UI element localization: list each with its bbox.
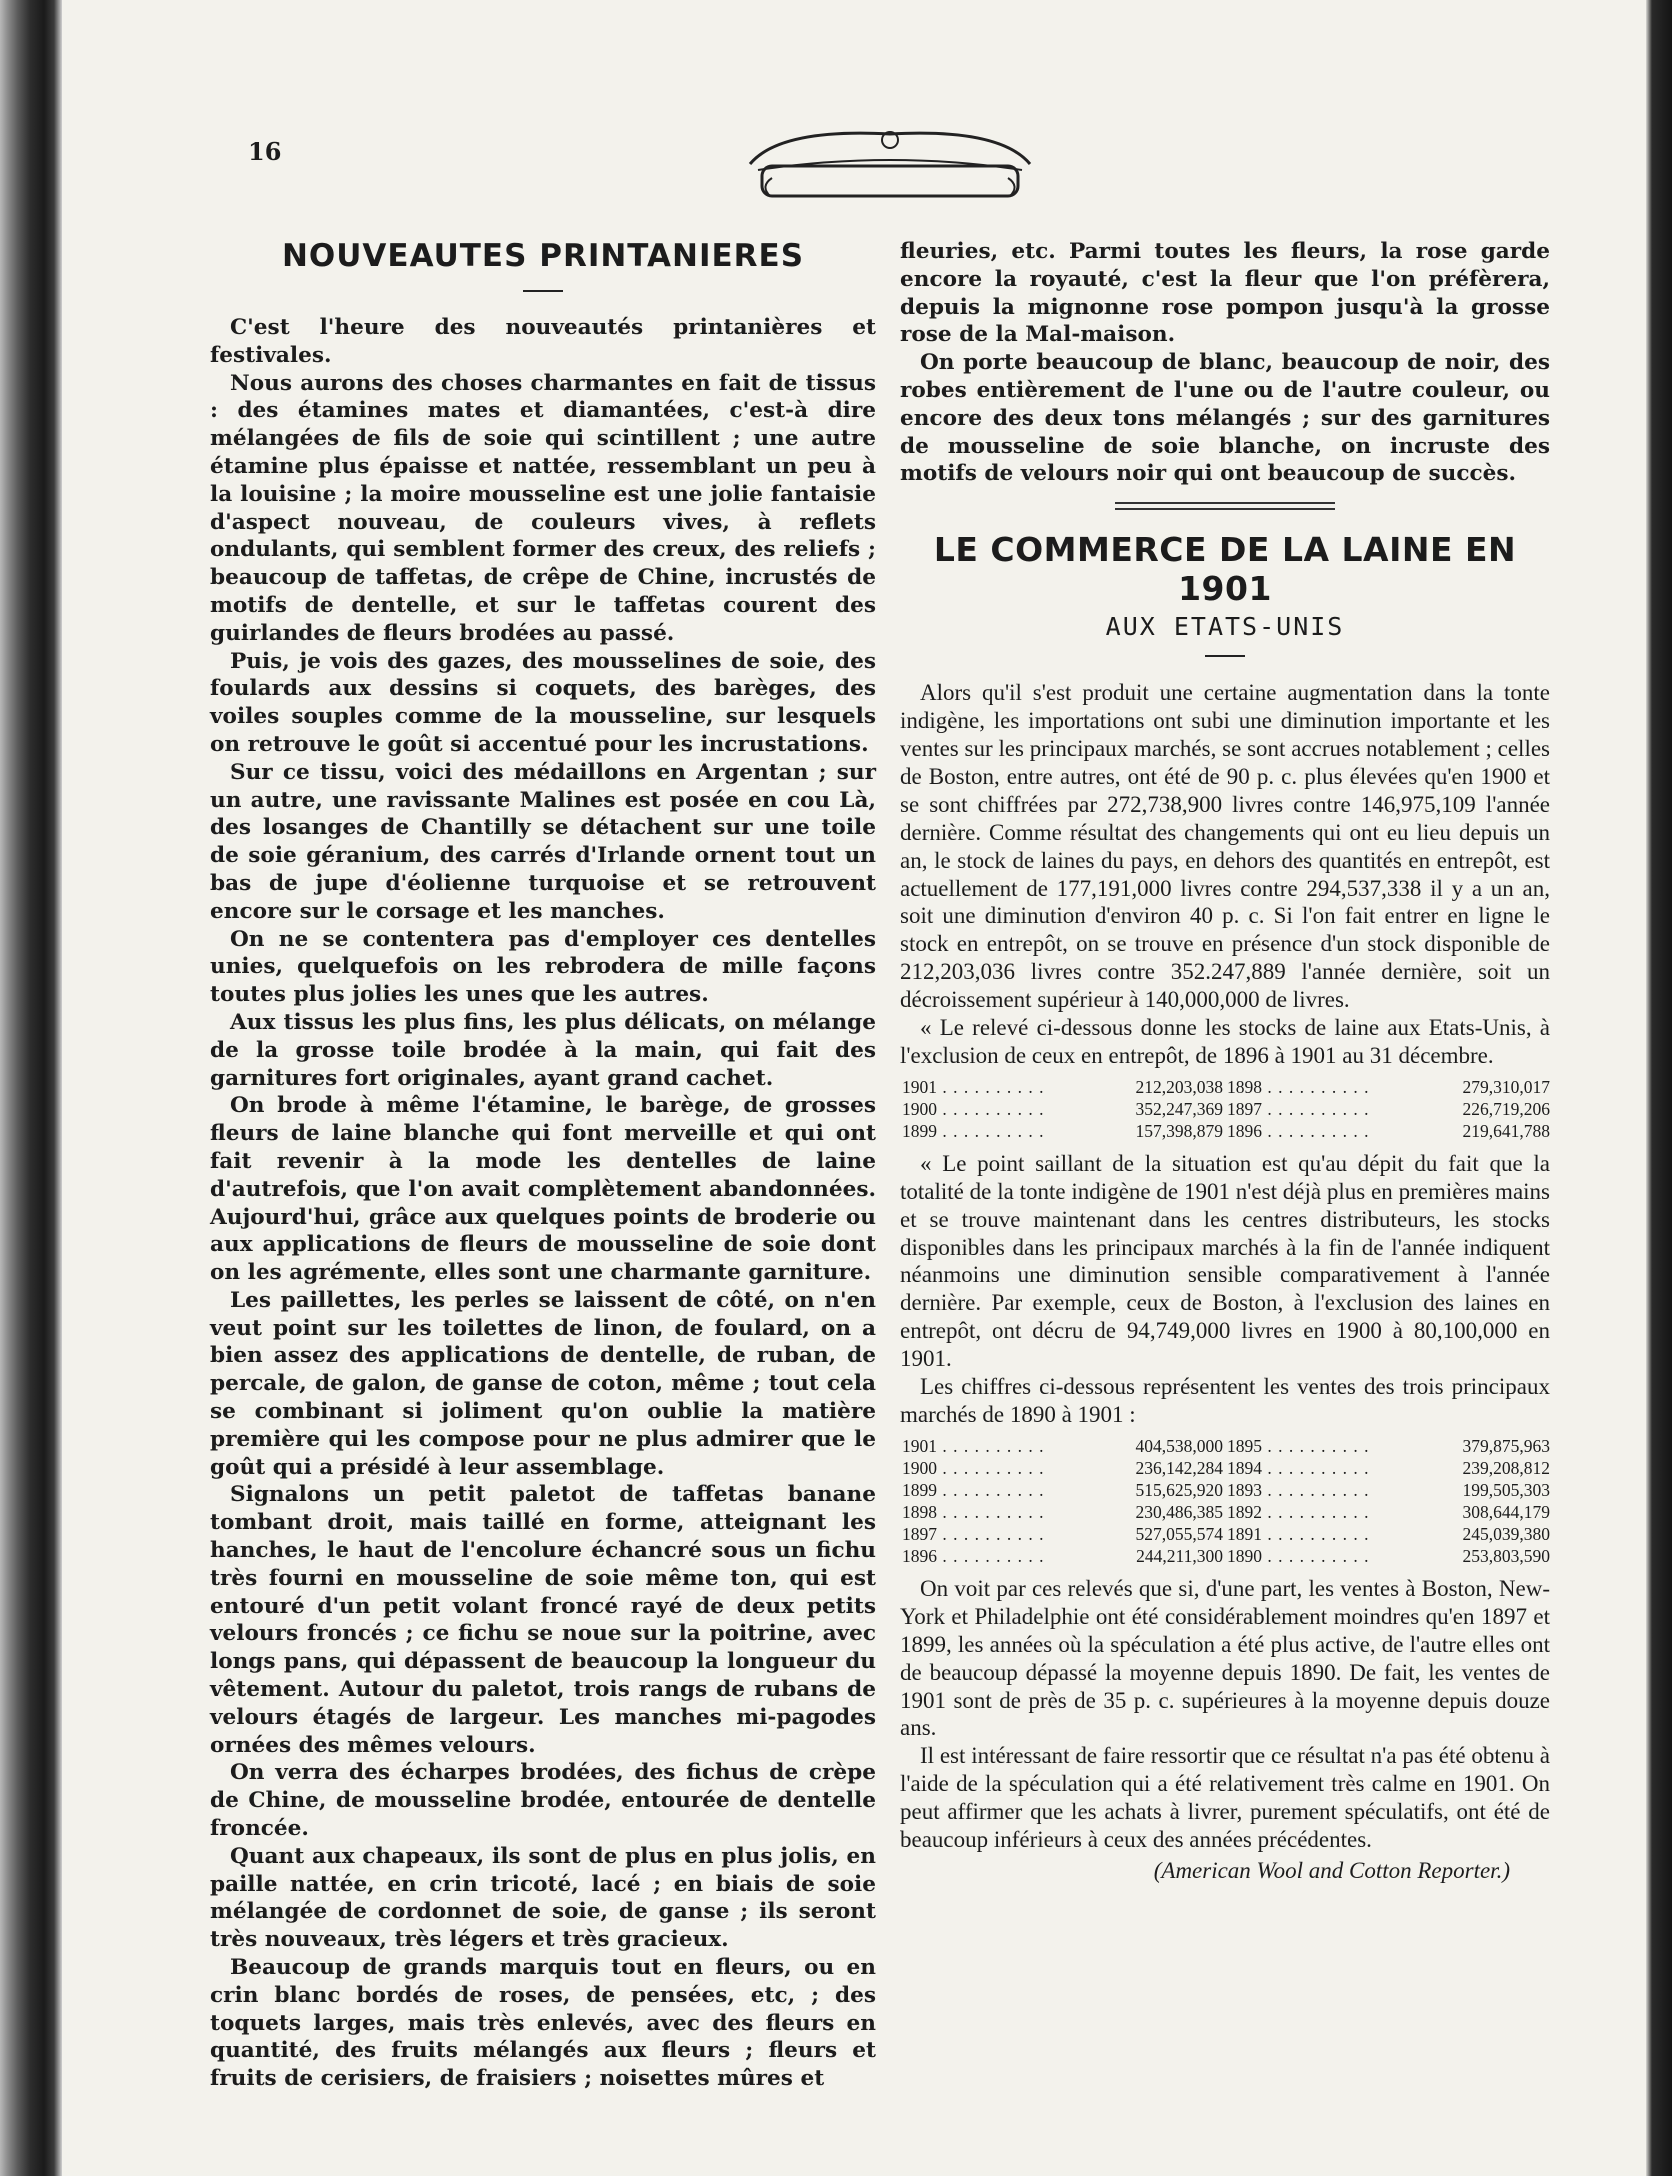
table-cell: 253,803,590 bbox=[1462, 1545, 1550, 1566]
table-cell: 308,644,179 bbox=[1462, 1501, 1550, 1522]
table-cell: 1890 . . . bbox=[1225, 1545, 1382, 1567]
table-cell: 404,538,000 bbox=[1135, 1435, 1223, 1456]
table-cell: 527,055,574 bbox=[1135, 1523, 1223, 1544]
table-row bbox=[900, 1435, 1550, 1457]
table-cell: 1897 . . . bbox=[900, 1523, 1057, 1545]
table-cell: 239,208,812 bbox=[1462, 1457, 1550, 1478]
paragraph: « Le point saillant de la situation est qu'au dépit du fait que la totalité de la tonte indigène de 1901 n'est déjà plus en premières mains et se trouve maintenant dans les centres distributeurs, les stocks disponibles dans les principaux marchés à la fin de l'année indiquent néanmoins une diminution sensible comparativement à l'année dernière. Par exemple, ceux de Boston, à l'exclusion des laines en entrepôt, ont décru de 94,749,000 livres en 1900 à 80,100,000 en 1901. bbox=[900, 1150, 1550, 1372]
table-row bbox=[900, 1545, 1550, 1567]
paragraph: On ne se contentera pas d'employer ces dentelles unies, quelquefois on les rebrodera de mille façons toutes plus jolies les unes que les autres. bbox=[210, 926, 876, 1008]
table-cell: 1900 . . . bbox=[900, 1098, 1057, 1120]
table-row bbox=[900, 1479, 1550, 1501]
left-column bbox=[210, 238, 876, 2093]
paragraph: Aux tissus les plus fins, les plus délicats, on mélange de la grosse toile brodée à la main, qui fait des garnitures fort originales, ayant grand cachet. bbox=[210, 1009, 876, 1091]
stocks-table bbox=[900, 1076, 1550, 1142]
table-cell: 1894 . . . bbox=[1225, 1457, 1382, 1479]
paragraph: On verra des écharpes brodées, des fichus de crèpe de Chine, de mousseline brodée, entourée de dentelle froncée. bbox=[210, 1760, 876, 1842]
table-cell: 1892 . . . bbox=[1225, 1501, 1382, 1523]
table-row bbox=[900, 1120, 1550, 1142]
article-title: LE COMMERCE DE LA LAINE EN 1901 bbox=[933, 530, 1517, 609]
title-rule bbox=[523, 290, 563, 292]
paragraph: Nous aurons des choses charmantes en fait de tissus : des étamines mates et diamantées, c'est-à dire mélangées de fils de soie qui scintillent ; une autre étamine plus épaisse et nattée, ressemblant un peu à la louisine ; la moire mousseline est une jolie fantaisie d'aspect nouveau, de couleurs vives, à reflets ondulants, qui semblent former des creux, des reliefs ; beaucoup de taffetas, de crêpe de Chine, incrustés de motifs de dentelle, et sur le taffetas courent des guirlandes de fleurs brodées au passé. bbox=[210, 370, 876, 646]
paragraph: Les paillettes, les perles se laissent de côté, on n'en veut point sur les toilettes de linon, de foulard, on a bien assez des applications de dentelle, de ruban, de percale, de galon, de ganse de coton, même ; tout cela se combinant si joliment qu'on oublie la matière première qui les compose pour ne plus admirer que le goût qui a présidé à leur assemblage. bbox=[210, 1287, 876, 1480]
table-cell: 219,641,788 bbox=[1462, 1120, 1550, 1141]
page-number: 16 bbox=[248, 137, 282, 166]
table-cell: 1891 . . . bbox=[1225, 1523, 1382, 1545]
paragraph: Signalons un petit paletot de taffetas banane tombant droit, mais taillé en forme, atteignant les hanches, le haut de l'encolure échancré sous un fichu très fourni en mousseline de soie même ton, qui est entouré d'un petit volant froncé rayé de deux petits velours froncés ; ce fichu se noue sur la poitrine, avec longs pans, qui dépassent de beaucoup la longueur du vêtement. Autour du paletot, trois rangs de rubans de velours étagés de largeur. Les manches mi-pagodes ornées des mêmes velours. bbox=[210, 1482, 876, 1758]
table-row bbox=[900, 1098, 1550, 1120]
table-cell: 244,211,300 bbox=[1136, 1545, 1223, 1566]
source-citation: (American Wool and Cotton Reporter.) bbox=[1153, 1857, 1510, 1883]
table-cell: 1901 . . . bbox=[900, 1076, 1057, 1098]
title-rule bbox=[1205, 655, 1245, 657]
article-subtitle: AUX ETATS-UNIS bbox=[1105, 612, 1345, 642]
table-cell: 1896 . . . bbox=[900, 1545, 1057, 1567]
paragraph: Beaucoup de grands marquis tout en fleurs, ou en crin blanc bordés de roses, de pensées, etc, ; des toquets larges, mais très enlevés, avec des fleurs en quantité, des fruits mélangés aux fleurs ; fleurs et fruits de cerisiers, de fraisiers ; noisettes mûres et bbox=[210, 1955, 876, 2092]
table-cell: 1901 . . . bbox=[900, 1435, 1057, 1457]
table-cell: 157,398,879 bbox=[1135, 1120, 1223, 1141]
paragraph: On voit par ces relevés que si, d'une part, les ventes à Boston, New-York et Philadelphie ont été considérablement moindres qu'en 1897 et 1899, les années où la spéculation a été plus active, de l'autre elles ont de beaucoup dépassé la moyenne depuis 1890. De fait, les ventes de 1901 sont de près de 35 p. c. supérieures à la moyenne depuis douze ans. bbox=[900, 1575, 1550, 1741]
table-row bbox=[900, 1523, 1550, 1545]
article-body bbox=[210, 314, 876, 2093]
table-cell: 1899 . . . bbox=[900, 1120, 1057, 1142]
page-edge-shadow bbox=[1646, 0, 1672, 2176]
table-row bbox=[900, 1457, 1550, 1479]
table-cell: 199,505,303 bbox=[1462, 1479, 1550, 1500]
table-cell: 279,310,017 bbox=[1462, 1076, 1550, 1097]
table-cell: 1896 . . . bbox=[1225, 1120, 1382, 1142]
paragraph: Les chiffres ci-dessous représentent les ventes des trois principaux marchés de 1890 à 1901 : bbox=[900, 1374, 1550, 1428]
table-cell: 1900 . . . bbox=[900, 1457, 1057, 1479]
paragraph: C'est l'heure des nouveautés printanières et festivales. bbox=[210, 315, 876, 368]
table-cell: 515,625,920 bbox=[1135, 1479, 1223, 1500]
table-cell: 379,875,963 bbox=[1462, 1435, 1550, 1456]
table-cell: 1899 . . . bbox=[900, 1479, 1057, 1501]
table-cell: 1897 . . . bbox=[1225, 1098, 1382, 1120]
paragraph: fleuries, etc. Parmi toutes les fleurs, la rose garde encore la royauté, c'est la fleur que l'on préfèrera, depuis la mignonne rose pompon jusqu'à la grosse rose de la Mal-maison. bbox=[900, 239, 1550, 348]
article-continuation bbox=[900, 238, 1550, 488]
table-row bbox=[900, 1076, 1550, 1098]
paragraph: On brode à même l'étamine, le barège, de grosses fleurs de laine blanche qui font merveille et qui ont fait revenir à la mode les dentelles de laine d'autrefois, que l'on avait complètement abandonnées. Aujourd'hui, grâce aux quelques points de broderie ou aux applications de fleurs de mousseline de soie dont on les agrémente, elles sont une charmante garniture. bbox=[210, 1093, 876, 1286]
article-body bbox=[900, 679, 1550, 1884]
table-cell: 1898 . . . bbox=[1225, 1076, 1382, 1098]
table-cell: 1898 . . . bbox=[900, 1501, 1057, 1523]
table-cell: 352,247,369 bbox=[1135, 1098, 1223, 1119]
paragraph: Alors qu'il s'est produit une certaine augmentation dans la tonte indigène, les importations ont subi une diminution importante et les ventes sur les principaux marchés, se sont accrues notablement ; celles de Boston, entre autres, ont été de 90 p. c. plus élevées qu'en 1900 et se sont chiffrées par 272,738,900 livres contre 146,975,109 l'année dernière. Comme résultat des changements qui ont eu lieu depuis un an, le stock de laines du pays, en dehors des quantités en entrepôt, est actuellement de 177,191,000 livres contre 294,537,338 il y a un an, soit une diminution d'environ 40 p. c. Si l'on fait entrer en ligne le stock en entrepôt, on se trouve en présence d'un stock disponible de 212,203,036 livres contre 352.247,889 l'année dernière, soit un décroissement supérieur à 140,000,000 de livres. bbox=[900, 680, 1550, 1013]
paragraph: « Le relevé ci-dessous donne les stocks de laine aux Etats-Unis, à l'exclusion de ceux en entrepôt, de 1896 à 1901 au 31 décembre. bbox=[900, 1015, 1550, 1068]
table-cell: 1895 . . . bbox=[1225, 1435, 1382, 1457]
paragraph: Il est intéressant de faire ressortir que ce résultat n'a pas été obtenu à l'aide de la spéculation qui a été relativement très calme en 1901. On peut affirmer que les achats à livrer, purement spéculatifs, ont été de beaucoup inférieurs à ceux des années précédentes. bbox=[900, 1743, 1550, 1853]
masthead-logo bbox=[740, 120, 1040, 204]
paragraph: Quant aux chapeaux, ils sont de plus en plus jolis, en paille nattée, en crin tricoté, lacé ; en biais de soie mélangée de cordonnet de soie, de ganse ; ils seront très nouveaux, très légers et très gracieux. bbox=[210, 1843, 876, 1953]
section-divider bbox=[1115, 502, 1335, 510]
table-row bbox=[900, 1501, 1550, 1523]
table-cell: 236,142,284 bbox=[1135, 1457, 1223, 1478]
table-cell: 1893 . . . bbox=[1225, 1479, 1382, 1501]
book-spine-shadow bbox=[0, 0, 62, 2176]
table-cell: 245,039,380 bbox=[1462, 1523, 1550, 1544]
sales-table bbox=[900, 1435, 1550, 1567]
table-cell: 230,486,385 bbox=[1135, 1501, 1223, 1522]
paragraph: On porte beaucoup de blanc, beaucoup de noir, des robes entièrement de l'une ou de l'autre couleur, ou encore des deux tons mélangés ; sur des garnitures de mousseline de soie blanche, on incruste des motifs de velours noir qui ont beaucoup de succès. bbox=[900, 350, 1550, 487]
right-column bbox=[900, 238, 1550, 1884]
table-cell: 212,203,038 bbox=[1135, 1076, 1223, 1097]
table-cell: 226,719,206 bbox=[1462, 1098, 1550, 1119]
paragraph: Puis, je vois des gazes, des mousselines de soie, des foulards aux dessins si coquets, des barèges, des voiles souples comme de la mousseline, sur lesquels on retrouve le goût si accentué pour les incrustations. bbox=[210, 648, 876, 757]
paragraph: Sur ce tissu, voici des médaillons en Argentan ; sur un autre, une ravissante Malines est posée en cou Là, des losanges de Chantilly se détachent sur une toile de soie géranium, des carrés d'Irlande ornent tout un bas de jupe d'éolienne turquoise et se retrouvent encore sur le corsage et les manches. bbox=[210, 759, 876, 924]
article-title: NOUVEAUTES PRINTANIERES bbox=[281, 238, 805, 274]
